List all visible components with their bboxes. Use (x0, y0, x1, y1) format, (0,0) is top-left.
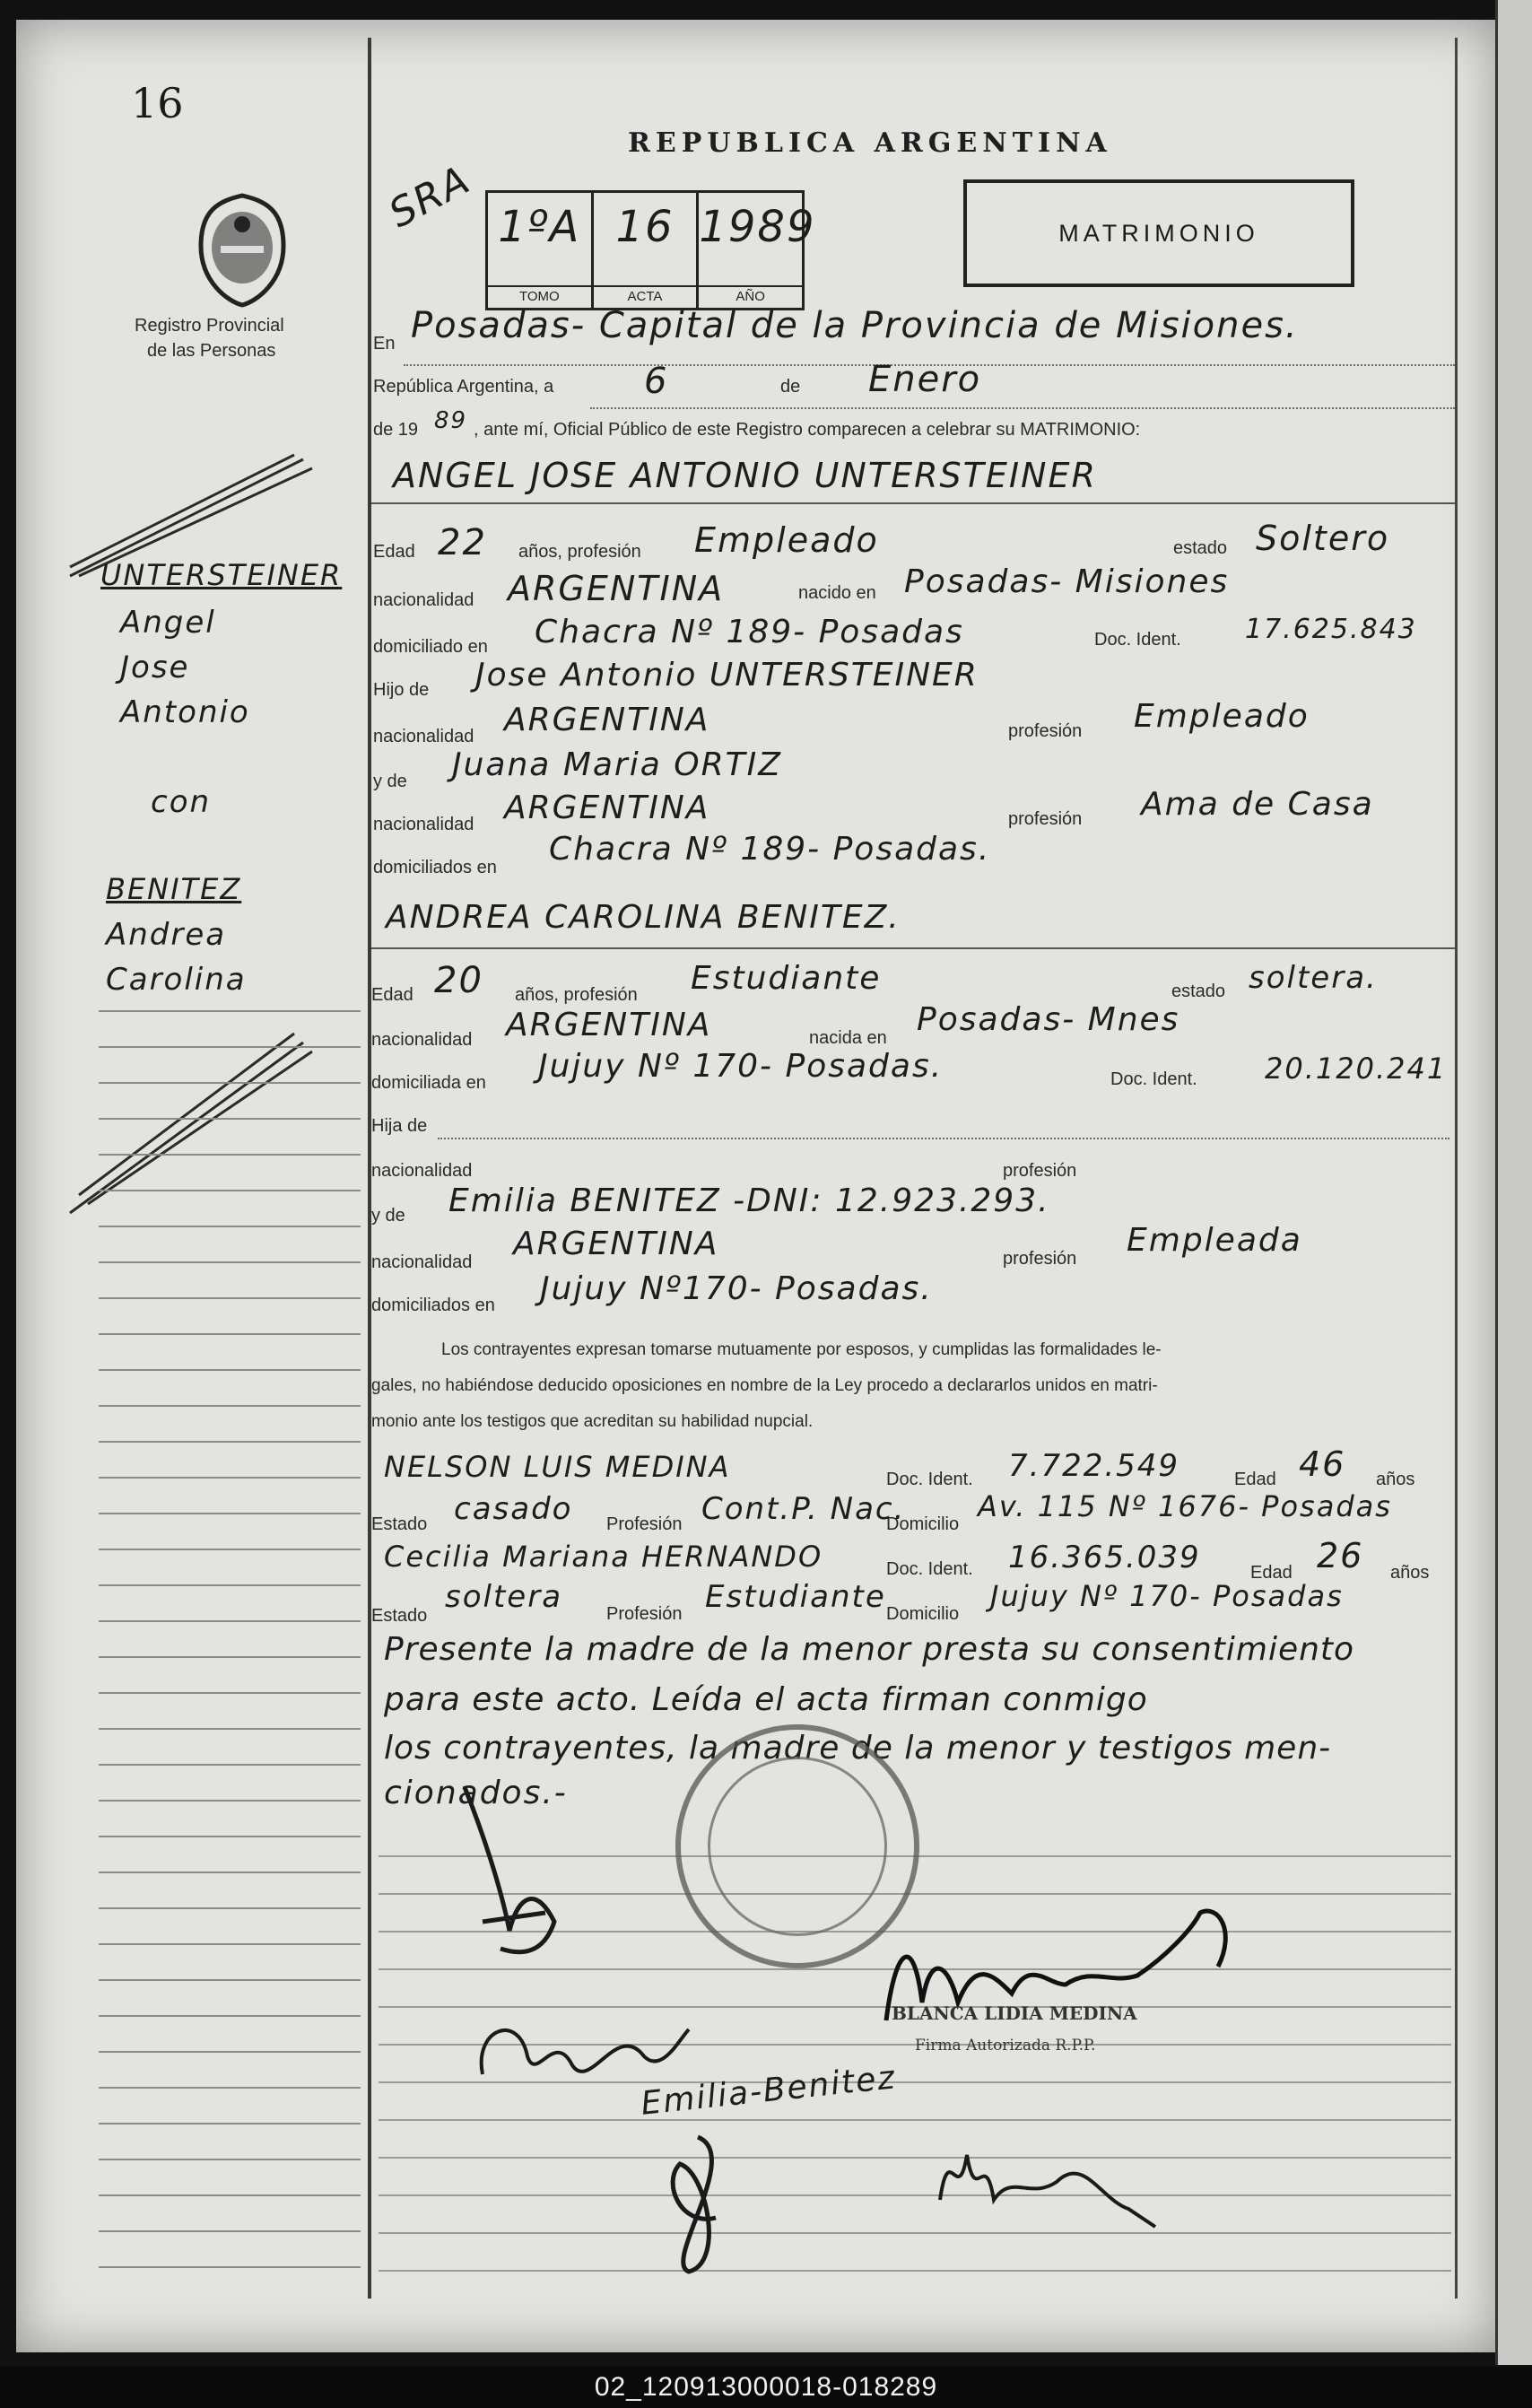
bride-age: 20 (434, 960, 483, 1001)
bride-dom2-label: domiciliados en (371, 1296, 495, 1315)
witness1-doc-label: Doc. Ident. (886, 1470, 973, 1489)
witness2-estado-label: Estado (371, 1606, 428, 1626)
bride-profession: Estudiante (691, 960, 882, 997)
witness2-dom-label: Domicilio (886, 1604, 960, 1624)
witness2-doc: 16.365.039 (1008, 1540, 1201, 1575)
bride-mother-nat-label: nacionalidad (371, 1252, 473, 1272)
groom-father-profession: Empleado (1134, 698, 1310, 735)
groom-mother-nat-label: nacionalidad (373, 815, 474, 834)
witness1-dom-label: Domicilio (886, 1514, 960, 1534)
month-value: Enero (868, 359, 982, 400)
witness1-address: Av. 115 Nº 1676- Posadas (978, 1489, 1392, 1523)
acta-cell (594, 193, 700, 308)
bride-mother-nationality: ARGENTINA (513, 1226, 719, 1262)
witness2-profession: Estudiante (705, 1579, 886, 1615)
groom-nacido-label: nacido en (798, 583, 876, 603)
bride-hija-label: Hija de (371, 1116, 428, 1136)
groom-father: Jose Antonio UNTERSTEINER (475, 657, 979, 694)
margin-surname-bride: BENITEZ (106, 872, 242, 906)
date-dots (590, 407, 1455, 409)
groom-mother-prof-label: profesión (1008, 809, 1083, 829)
bride-father-nat-label: nacionalidad (371, 1161, 473, 1181)
record-type-box (963, 179, 1354, 287)
place-value: Posadas- Capital de la Provincia de Misiones. (411, 305, 1299, 346)
acta-label: ACTA (594, 285, 697, 304)
ano-cell (699, 193, 816, 308)
groom-nat-label: nacionalidad (373, 590, 474, 610)
witness2-edad-label: Edad (1250, 1563, 1293, 1583)
groom-signature (447, 1778, 590, 1976)
groom-mother: Juana Maria ORTIZ (452, 746, 782, 783)
bride-section-rule (371, 947, 1455, 949)
groom-father-prof-label: profesión (1008, 721, 1083, 741)
witness1-profession: Cont.P. Nac. (701, 1491, 906, 1527)
groom-address: Chacra Nº 189- Posadas (535, 614, 964, 650)
groom-hijo-label: Hijo de (373, 680, 430, 700)
witness2-name: Cecilia Mariana HERNANDO (384, 1540, 823, 1574)
acta-value: 16 (615, 202, 675, 252)
tomo-value: 1ºA (498, 202, 581, 252)
tomo-cell (488, 193, 594, 308)
notes-line1: Presente la madre de la menor presta su consentimiento (384, 1631, 1355, 1668)
page-number: 16 (131, 79, 184, 127)
margin-given-bride-2: Carolina (106, 962, 247, 998)
bride-mother-profession: Empleada (1127, 1222, 1302, 1259)
witness2-doc-label: Doc. Ident. (886, 1559, 973, 1579)
record-type-label: MATRIMONIO (1058, 219, 1259, 247)
bride-nat-label: nacionalidad (371, 1030, 473, 1050)
notes-line3: los contrayentes, la madre de la menor y testigos men- (384, 1730, 1332, 1767)
declaration-line2: gales, no habiéndose deducido oposiciones en nombre de la Ley procedo a declararlos unidos en matri- (371, 1376, 1158, 1395)
bride-birthplace: Posadas- Mnes (917, 1001, 1180, 1038)
notes-line4: cionados.- (384, 1775, 568, 1811)
groom-father-nat-label: nacionalidad (373, 727, 474, 746)
bride-mother: Emilia BENITEZ -DNI: 12.923.293. (448, 1182, 1050, 1219)
witness1-estado-label: Estado (371, 1514, 428, 1534)
bride-father-dots (438, 1138, 1449, 1139)
groom-age: 22 (438, 522, 487, 563)
bride-edad-label: Edad (371, 985, 413, 1005)
republica-label: República Argentina, a (373, 377, 554, 397)
record-number-boxes (485, 190, 816, 310)
year-prefix: de 19 (373, 420, 419, 440)
bride-doc-number: 20.120.241 (1265, 1051, 1448, 1086)
ano-value: 1989 (699, 202, 816, 252)
official-name: BLANCA LIDIA MEDINA (892, 2002, 1137, 2024)
witness-signature-right (931, 2119, 1164, 2236)
witness2-age: 26 (1317, 1536, 1364, 1575)
groom-estado-label: estado (1173, 538, 1228, 558)
notes-line2: para este acto. Leída el acta firman conmigo (384, 1681, 1148, 1718)
groom-father-nationality: ARGENTINA (504, 702, 710, 738)
bride-address: Jujuy Nº 170- Posadas. (538, 1048, 944, 1085)
de-label: de (780, 377, 801, 397)
declaration-line1: Los contrayentes expresan tomarse mutuamente por esposos, y cumplidas las formalidades le- (441, 1340, 1162, 1359)
margin-given-groom-2: Jose (120, 650, 190, 685)
bride-estado-label: estado (1171, 982, 1226, 1001)
groom-parents-dom-label: domiciliados en (373, 858, 497, 877)
declaration-line3: monio ante los testigos que acreditan su habilidad nupcial. (371, 1412, 814, 1431)
groom-mother-profession: Ama de Casa (1141, 786, 1374, 823)
groom-parents-address: Chacra Nº 189- Posadas. (549, 831, 991, 868)
margin-annotation: SRA (381, 156, 479, 238)
groom-birthplace: Posadas- Misiones (904, 563, 1230, 600)
witness1-edad-label: Edad (1234, 1470, 1276, 1489)
witness1-anos-label: años (1376, 1470, 1415, 1489)
groom-section-rule (371, 502, 1455, 504)
margin-con: con (151, 784, 212, 820)
bride-nacida-label: nacida en (809, 1028, 887, 1048)
page-edge-strip (1495, 0, 1532, 2365)
bride-profesion-label: años, profesión (515, 985, 638, 1005)
en-label: En (373, 334, 396, 353)
groom-nationality: ARGENTINA (508, 569, 725, 608)
groom-profesion-label: años, profesión (518, 542, 641, 562)
image-code: 02_120913000018-018289 (594, 2372, 938, 2402)
witness2-address: Jujuy Nº 170- Posadas (990, 1579, 1344, 1613)
registry-name-line1: Registro Provincial (135, 316, 284, 336)
margin-strike-bottom (61, 1025, 321, 1222)
witness-signature-left (644, 2119, 761, 2281)
witness1-age: 46 (1299, 1444, 1346, 1484)
margin-given-groom-3: Antonio (120, 694, 250, 730)
statement-text: , ante mí, Oficial Público de este Registro comparecen a celebrar su MATRIMONIO: (474, 420, 1141, 440)
margin-surname-groom: UNTERSTEINER (100, 558, 343, 592)
groom-edad-label: Edad (373, 542, 415, 562)
tomo-label: TOMO (488, 285, 591, 304)
bride-mother-prof-label: profesión (1003, 1249, 1077, 1269)
witness1-status: casado (454, 1491, 573, 1527)
witness1-name: NELSON LUIS MEDINA (384, 1450, 731, 1484)
margin-given-groom-1: Angel (120, 605, 216, 641)
margin-given-bride-1: Andrea (106, 917, 227, 953)
right-border-rule (1455, 38, 1458, 2299)
mother-signature-text: Emilia-Benitez (639, 2059, 899, 2123)
groom-mother-nationality: ARGENTINA (504, 790, 710, 826)
bride-doc-label: Doc. Ident. (1110, 1069, 1197, 1089)
groom-full-name: ANGEL JOSE ANTONIO UNTERSTEINER (393, 456, 1097, 495)
groom-yde-label: y de (373, 772, 407, 791)
witness2-anos-label: años (1390, 1563, 1430, 1583)
official-title: Firma Autorizada R.P.P. (915, 2037, 1096, 2055)
witness2-status: soltera (445, 1579, 563, 1615)
bride-full-name: ANDREA CAROLINA BENITEZ. (386, 899, 901, 936)
bride-nationality: ARGENTINA (506, 1007, 712, 1043)
bride-civil-status: soltera. (1249, 960, 1378, 996)
year-suffix: 89 (434, 407, 468, 434)
coat-of-arms-icon (194, 192, 291, 309)
witness1-doc: 7.722.549 (1008, 1448, 1180, 1484)
bride-father-prof-label: profesión (1003, 1161, 1077, 1181)
image-footer (0, 2367, 1532, 2408)
groom-dom-label: domiciliado en (373, 637, 488, 657)
groom-civil-status: Soltero (1256, 519, 1390, 558)
groom-doc-number: 17.625.843 (1245, 614, 1417, 645)
bride-yde-label: y de (371, 1206, 405, 1226)
groom-doc-label: Doc. Ident. (1094, 630, 1181, 650)
witness2-prof-label: Profesión (606, 1604, 683, 1624)
witness1-prof-label: Profesión (606, 1514, 683, 1534)
ano-label: AÑO (699, 285, 802, 304)
day-value: 6 (644, 361, 669, 402)
republic-heading: REPUBLICA ARGENTINA (628, 127, 1112, 159)
certificate-page (16, 20, 1498, 2352)
bride-dom-label: domiciliada en (371, 1073, 486, 1093)
registry-name-line2: de las Personas (147, 341, 276, 361)
bride-mother-address: Jujuy Nº170- Posadas. (540, 1270, 933, 1307)
groom-profession: Empleado (694, 520, 879, 560)
